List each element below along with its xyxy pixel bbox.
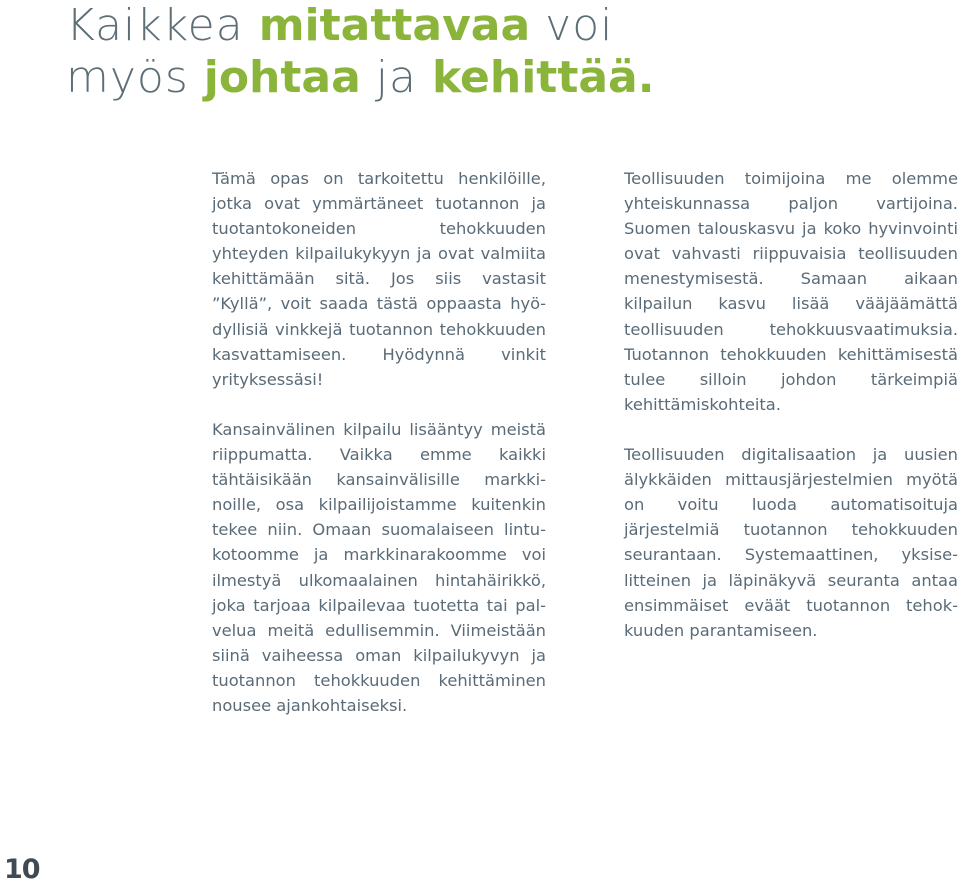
right-text-column: [624, 166, 958, 668]
headline-highlight: johtaa: [203, 52, 361, 103]
headline-text: ja: [360, 52, 432, 103]
left-text-column: [212, 166, 546, 743]
paragraph: Tämä opas on tarkoitettu henkilöille, jotka ovat ymmärtäneet tuotannon ja tuotantokoneiden tehokkuuden yhteyden kilpailukykyyn ja ovat valmiita kehittämään sitä. Jos siis vastasit ”Kyllä”, voit saada tästä oppaasta hyödyllisiä vinkkejä tuotannon tehokkuuden kasvattamiseen. Hyödynnä vinkit yrityksessäsi!: [212, 169, 546, 389]
headline-text: myös: [66, 52, 204, 103]
headline-text: voi: [530, 0, 614, 51]
headline-text: Kaikkea: [66, 0, 259, 51]
paragraph: Teollisuuden toimijoina me olemme yhteiskunnassa paljon vartijoina. Suomen talouskasvu ja koko hyvinvointi ovat vahvasti riippuvaisia teollisuuden menestymisestä. Samaan aikaan kilpailun kasvu lisää vääjäämättä teollisuuden tehokkuusvaatimuksia. Tuotannon tehokkuuden kehittämisestä tulee silloin johdon tärkeimpiä kehittämiskohteita.: [624, 169, 958, 414]
headline-highlight: kehittää.: [431, 52, 655, 103]
page-number: 10: [4, 854, 40, 885]
page-headline: [66, 0, 654, 104]
paragraph: Teollisuuden digitalisaation ja uusien älykkäiden mittausjärjestelmien myötä on voitu luoda automatisoituja järjestelmiä tuotannon tehokkuuden seurantaan. Systemaattinen, yksiselitteinen ja läpinäkyvä seuranta antaa ensimmäiset eväät tuotannon tehokkuuden parantamiseen.: [624, 445, 958, 640]
headline-highlight: mitattavaa: [258, 0, 531, 51]
paragraph: Kansainvälinen kilpailu lisääntyy meistä riippumatta. Vaikka emme kaikki tähtäisikään kansainvälisille markkinoille, osa kilpailijoistamme kuitenkin tekee niin. Omaan suomalaiseen lintukotoomme ja markkinarakoomme voi ilmestyä ulkomaalainen hintahäirikkö, joka tarjoaa kilpailevaa tuotetta tai palvelua meitä edullisemmin. Viimeistään siinä vaiheessa oman kilpailukyvyn ja tuotannon tehokkuuden kehittäminen nousee ajankohtaiseksi.: [212, 419, 546, 715]
